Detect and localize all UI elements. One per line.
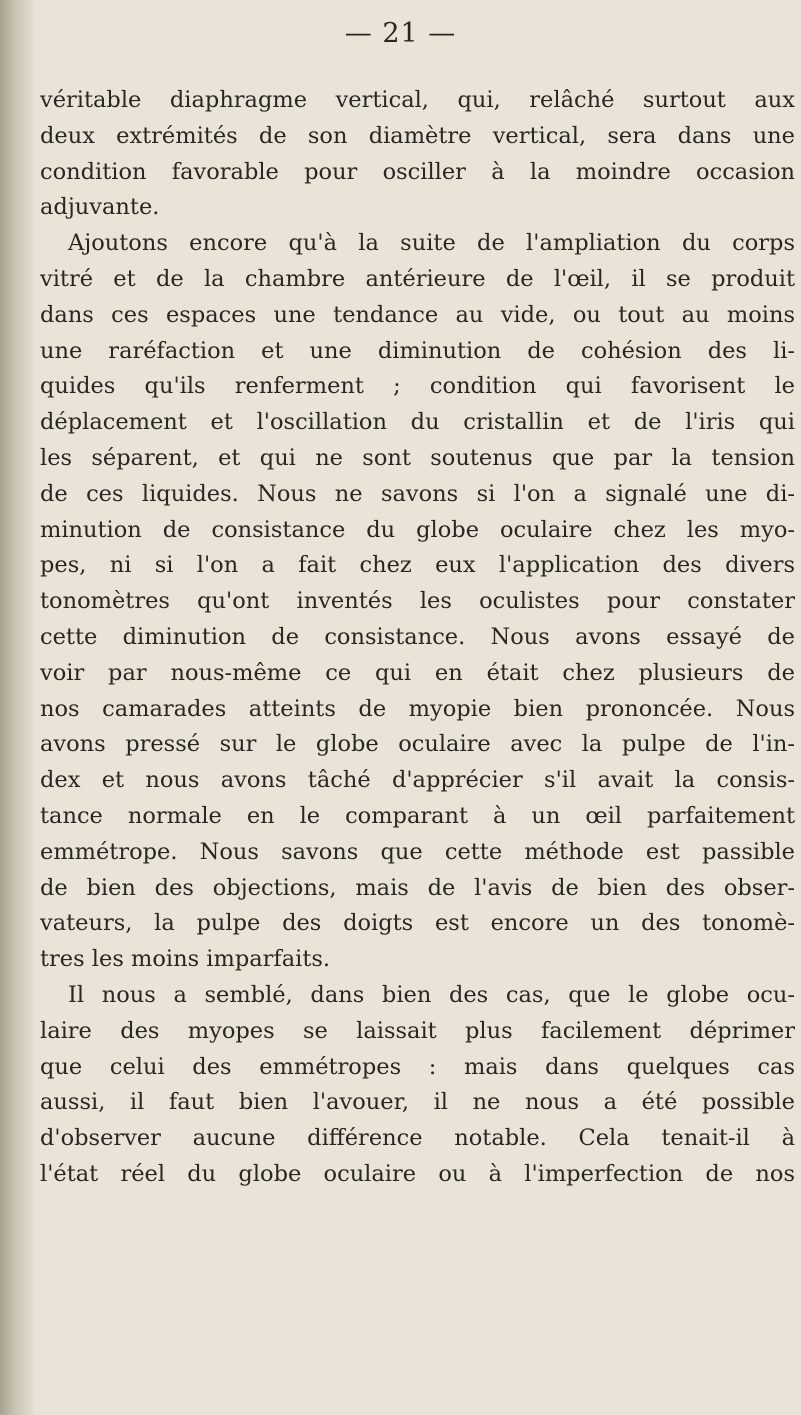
text-line: adjuvante. bbox=[40, 194, 160, 221]
text-line: vateurs, la pulpe des doigts est encore un des tonomè- bbox=[40, 910, 795, 937]
text-line: tance normale en le comparant à un œil parfaitement bbox=[40, 802, 795, 829]
text-line: une raréfaction et une diminution de cohésion des li- bbox=[40, 337, 795, 364]
text-line: Il nous a semblé, dans bien des cas, que le globe ocu- bbox=[68, 981, 795, 1008]
body-text bbox=[40, 83, 795, 1193]
text-line: aussi, il faut bien l'avouer, il ne nous a été possible bbox=[40, 1089, 795, 1116]
text-line: que celui des emmétropes : mais dans quelques cas bbox=[40, 1053, 795, 1080]
text-line: d'observer aucune différence notable. Cela tenait-il à bbox=[40, 1125, 795, 1152]
text-line: condition favorable pour osciller à la moindre occasion bbox=[40, 158, 795, 185]
text-line: dex et nous avons tâché d'apprécier s'il avait la consis- bbox=[40, 767, 795, 794]
text-line: vitré et de la chambre antérieure de l'œil, il se produit bbox=[40, 265, 795, 292]
text-line: de bien des objections, mais de l'avis de bien des obser- bbox=[40, 874, 795, 901]
text-line: Ajoutons encore qu'à la suite de l'ampliation du corps bbox=[68, 230, 795, 257]
text-line: minution de consistance du globe oculaire chez les myo- bbox=[40, 516, 795, 543]
page-number: — 21 — bbox=[344, 18, 457, 49]
text-line: nos camarades atteints de myopie bien prononcée. Nous bbox=[40, 695, 795, 722]
text-line: avons pressé sur le globe oculaire avec la pulpe de l'in- bbox=[40, 731, 795, 758]
text-line: l'état réel du globe oculaire ou à l'imperfection de nos bbox=[40, 1160, 795, 1187]
text-line: cette diminution de consistance. Nous avons essayé de bbox=[40, 623, 795, 650]
text-line: deux extrémités de son diamètre vertical, sera dans une bbox=[40, 122, 795, 149]
text-line: pes, ni si l'on a fait chez eux l'application des divers bbox=[40, 552, 795, 579]
text-line: tonomètres qu'ont inventés les oculistes pour constater bbox=[40, 588, 795, 615]
text-line: véritable diaphragme vertical, qui, relâché surtout aux bbox=[40, 87, 795, 113]
text-line: les séparent, et qui ne sont soutenus que par la tension bbox=[40, 444, 795, 471]
text-line: voir par nous-même ce qui en était chez plusieurs de bbox=[40, 659, 795, 686]
text-line: de ces liquides. Nous ne savons si l'on a signalé une di- bbox=[40, 480, 795, 507]
text-line: déplacement et l'oscillation du cristallin et de l'iris qui bbox=[40, 409, 795, 436]
text-line: quides qu'ils renferment ; condition qui favorisent le bbox=[40, 373, 795, 400]
text-line: dans ces espaces une tendance au vide, ou tout au moins bbox=[40, 301, 795, 328]
text-line: emmétrope. Nous savons que cette méthode est passible bbox=[40, 838, 795, 865]
text-line: tres les moins imparfaits. bbox=[40, 946, 331, 973]
text-line: laire des myopes se laissait plus facilement déprimer bbox=[40, 1017, 795, 1044]
